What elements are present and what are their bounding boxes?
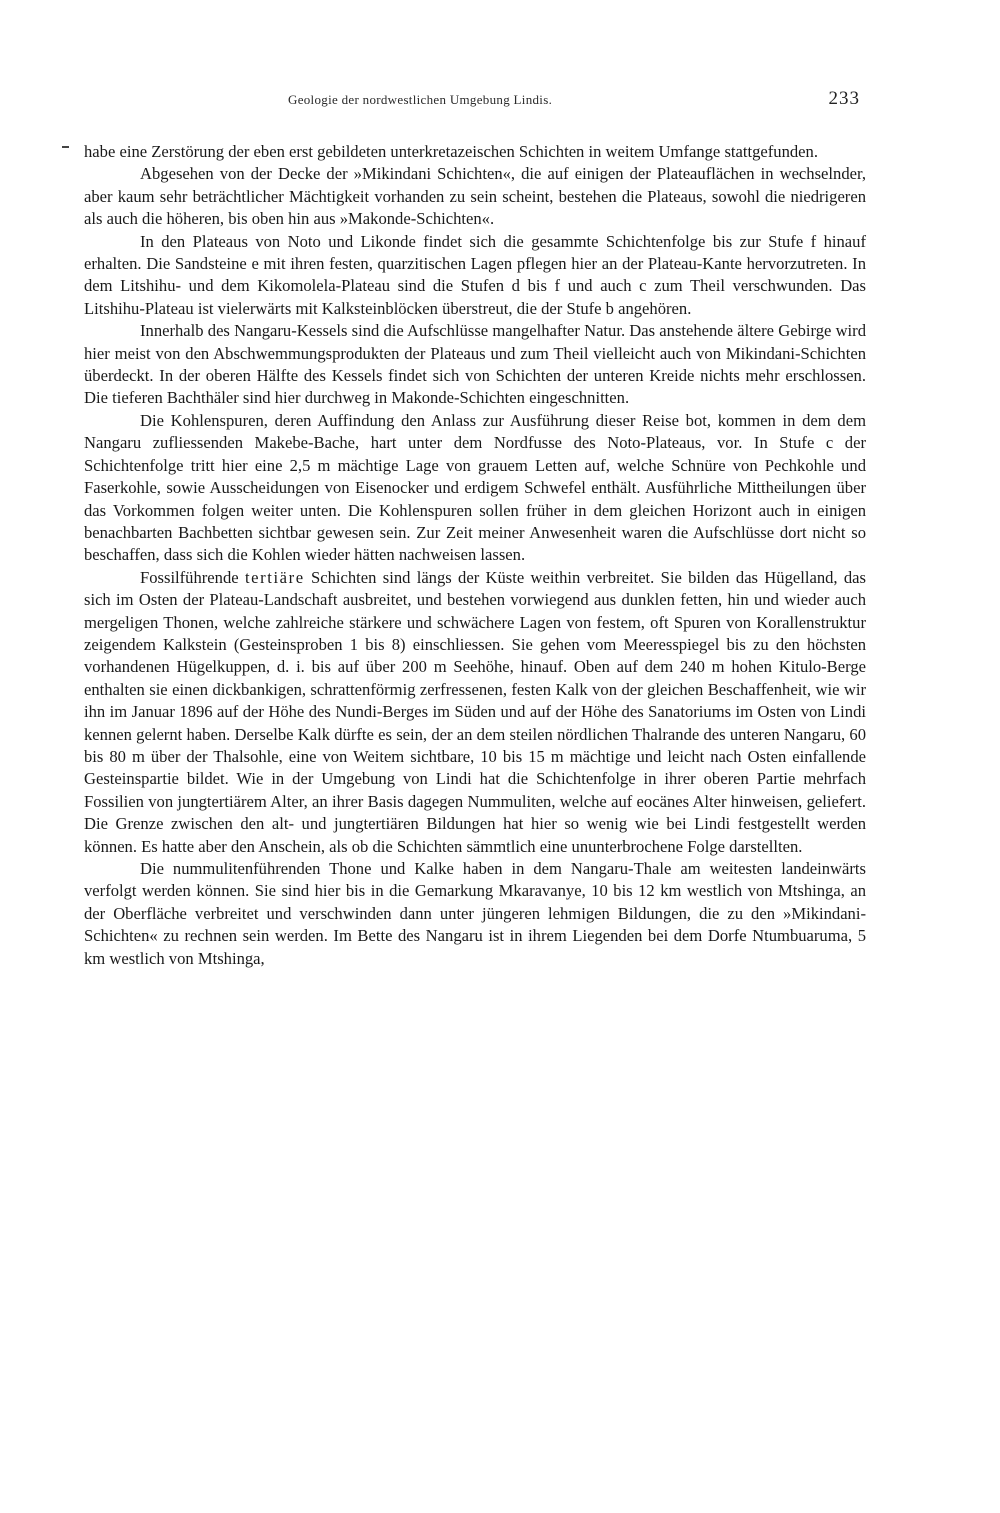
paragraph-continuation: habe eine Zerstörung der eben erst gebildeten unterkretazeischen Schichten in weitem Umfange stattgefunden. [84,142,818,161]
paragraph-kohlenspuren: Die Kohlenspuren, deren Auffindung den Anlass zur Ausführung dieser Reise bot, kommen in dem dem Nangaru zufliessenden Makebe-Bache, hart unter dem Nordfusse des Noto-Plateaus, vor. In Stufe c der Schichtenfolge tritt hier eine 2,5 m mächtige Lage von grauem Letten auf, welche Schnüre von Pechkohle und Faserkohle, sowie Ausscheidungen von Eisenocker und erdigem Schwefel enthält. Ausführliche Mittheilungen über das Vorkommen folgen weiter unten. Die Kohlenspuren sollen früher in dem gleichen Horizont auch in einigen benachbarten Bachbetten sichtbar gewesen sein. Zur Zeit meiner Anwesenheit waren die Aufschlüsse dort nicht so beschaffen, dass sich die Kohlen wieder hätten nachweisen lassen. [84,410,866,565]
paragraph-nangaru-kessel: Innerhalb des Nangaru-Kessels sind die Aufschlüsse mangelhafter Natur. Das anstehende ältere Gebirge wird hier meist von den Abschwemmungsprodukten der Plateaus und zum Theil vielleicht auch von Mikindani-Schichten überdeckt. In der oberen Hälfte des Kessels findet sich von Schichten der unteren Kreide nichts mehr erschlossen. Die tieferen Bachthäler sind hier durchweg in Makonde-Schichten eingeschnitten. [84,321,866,408]
page-number: 233 [828,88,860,109]
running-title: Geologie der nordwestlichen Umgebung Lindis. [288,92,553,107]
paragraph-lead-text: Fossilführende [140,567,245,587]
paragraph-tertiaere-schichten [84,567,866,858]
paragraph-noto-likonde: In den Plateaus von Noto und Likonde findet sich die gesammte Schichtenfolge bis zur Stufe f hinauf erhalten. Die Sandsteine e mit ihren festen, quarzitischen Lagen pflegen hier an der Plateau-Kante hervorzutreten. In dem Litshihu- und dem Kikomolela-Plateau sind die Stufen d bis f und auch c zum Theil verschwunden. Das Litshihu-Plateau ist vielerwärts mit Kalksteinblöcken überstreut, die der Stufe b angehören. [84,231,866,318]
paragraph-nummuliten: Die nummulitenführenden Thone und Kalke haben in dem Nangaru-Thale am weitesten landeinwärts verfolgt werden können. Sie sind hier bis in die Gemarkung Mkaravanye, 10 bis 12 km westlich von Mtshinga, an der Oberfläche verbreitet und verschwinden dann unter jüngeren lehmigen Bildungen, die zu den »Mikindani-Schichten« zu rechnen sein werden. Im Bette des Nangaru ist in ihrem Liegenden bei dem Dorfe Ntumbuaruma, 5 km westlich von Mtshinga, [84,859,866,968]
spaced-term: tertiäre [244,567,305,587]
body-text [84,141,866,970]
page-header [288,88,860,118]
paragraph-body-text: Schichten sind längs der Küste weithin verbreitet. Sie bilden das Hügelland, das sich im Osten der Plateau-Landschaft ausbreitet, und bestehen vorwiegend aus dunklen fetten, hin und wieder auch mergeligen Thonen, welche zahlreiche stärkere und schwächere Lagen von festem, oft Spuren von Korallenstruktur zeigendem Kalkstein (Gesteinsproben 1 bis 8) einschliessen. Sie gehen vom Meeresspiegel bis zu den höchsten vorhandenen Hügelkuppen, d. i. bis auf über 200 m Seehöhe, hinauf. Oben auf dem 240 m hohen Kitulo-Berge enthalten sie einen dickbankigen, schrattenförmig zerfressenen, festen Kalk von der gleichen Beschaffenheit, wie wir ihn im Januar 1896 auf der Höhe des Nundi-Berges im Süden und auf der Höhe des Sanatoriums im Osten von Lindi kennen gelernt haben. Derselbe Kalk dürfte es sein, der an dem steilen nördlichen Thalrande des unteren Nangaru, 60 bis 80 m über der Thalsohle, eine von Weitem sichtbare, 10 bis 15 m mächtige und leicht nach Osten einfallende Gesteinspartie bildet. Wie in der Umgebung von Lindi hat die Schichtenfolge in ihrer oberen Partie mehrfach Fossilien von jungtertiärem Alter, an ihrer Basis dagegen Nummuliten, welche auf eocänes Alter hinweisen, geliefert. Die Grenze zwischen den alt- und jungtertiären Bildungen hat hier so wenig wie bei Lindi festgestellt werden können. Es hatte aber den Anschein, als ob die Schichten sämmtlich eine ununterbrochene Folge darstellten. [84,567,866,856]
margin-mark [62,146,69,148]
paragraph-mikindani-decke: Abgesehen von der Decke der »Mikindani Schichten«, die auf einigen der Plateauflächen in wechselnder, aber kaum sehr beträchtlicher Mächtigkeit vorhanden zu sein scheint, bestehen die Plateaus, sowohl die niedrigeren als auch die höheren, bis oben hin aus »Makonde-Schichten«. [84,164,866,229]
